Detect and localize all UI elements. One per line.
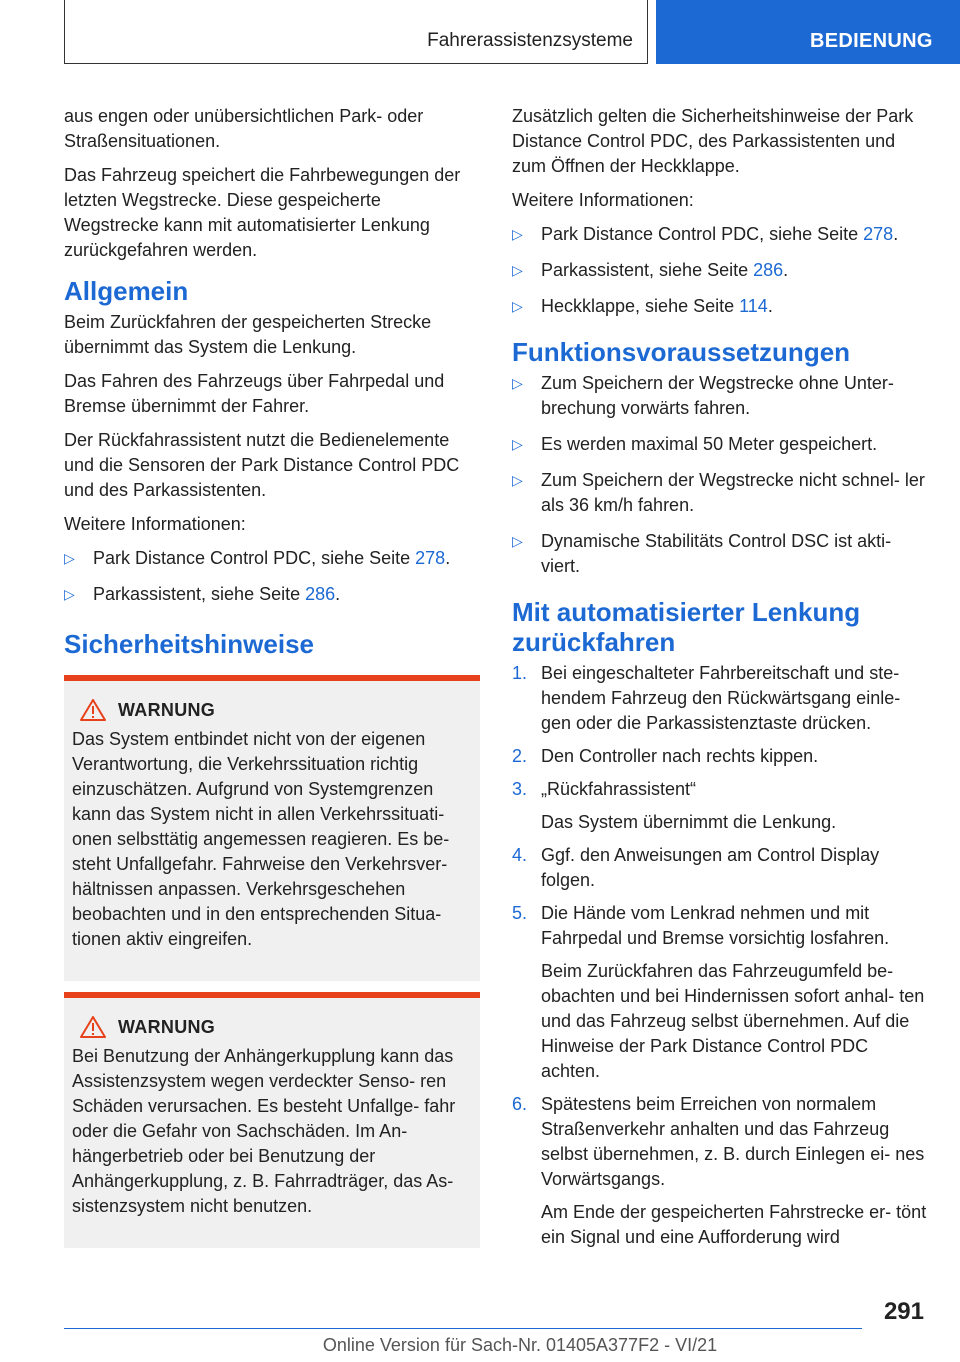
chapter-title: BEDIENUNG bbox=[810, 30, 933, 52]
list-item: ▷ Park Distance Control PDC, siehe Seite 278. bbox=[512, 222, 932, 247]
left-column bbox=[64, 104, 478, 663]
list-item: ▷ Heckklappe, siehe Seite 114. bbox=[512, 294, 932, 319]
triangle-right-icon: ▷ bbox=[512, 375, 523, 391]
heading-allgemein: Allgemein bbox=[64, 276, 189, 306]
warning-text: Bei Benutzung der Anhängerkupplung kann das Assistenzsystem wegen verdeckter Senso- ren Schäden verursachen. Es besteht Unfallge- fahr oder die Gefahr von Sachschäden. Im An- hängerbetrieb oder bei Benutzung der Anhängerkupplung, z. B. Fahrradträger, das As- sistenzsystem nicht benutzen. bbox=[72, 1046, 456, 1216]
step-item bbox=[512, 843, 932, 893]
triangle-right-icon: ▷ bbox=[512, 226, 523, 242]
triangle-right-icon: ▷ bbox=[512, 533, 523, 549]
warning-box bbox=[64, 992, 480, 1248]
footer-divider bbox=[64, 1328, 862, 1329]
footer-text: Online Version für Sach-Nr. 01405A377F2 - VI/21 bbox=[322, 1335, 718, 1355]
warning-triangle-icon bbox=[80, 1016, 106, 1038]
step-item bbox=[512, 901, 932, 1084]
step-item bbox=[512, 777, 932, 835]
triangle-right-icon: ▷ bbox=[64, 586, 75, 602]
triangle-right-icon: ▷ bbox=[512, 262, 523, 278]
paragraph: Das Fahrzeug speichert die Fahrbewegungen der letzten Wegstrecke. Diese gespeicherte Wegstrecke kann mit automatisierter Lenkung zurückgefahren werden. bbox=[64, 165, 461, 260]
page-number: 291 bbox=[883, 1298, 924, 1325]
list-item: ▷ Parkassistent, siehe Seite 286. bbox=[64, 582, 478, 607]
step-text: Den Controller nach rechts kippen. bbox=[541, 746, 819, 766]
paragraph: Beim Zurückfahren der gespeicherten Strecke übernimmt das System die Lenkung. bbox=[64, 312, 432, 357]
step-text: Am Ende der gespeicherten Fahrstrecke er- tönt ein Signal und eine Aufforderung wird bbox=[541, 1202, 927, 1247]
step-number: 5. bbox=[512, 903, 528, 923]
paragraph: Zusätzlich gelten die Sicherheitshinweise der Park Distance Control PDC, des Parkassistenten und zum Öffnen der Heckklappe. bbox=[512, 106, 914, 176]
list-item: ▷ Zum Speichern der Wegstrecke ohne Unter- brechung vorwärts fahren. bbox=[512, 373, 894, 418]
page-link[interactable]: 278 bbox=[415, 548, 446, 568]
paragraph: Weitere Informationen: bbox=[64, 514, 246, 534]
step-number: 1. bbox=[512, 663, 528, 683]
triangle-right-icon: ▷ bbox=[512, 472, 523, 488]
page-link[interactable]: 278 bbox=[863, 224, 894, 244]
list-item: ▷ Es werden maximal 50 Meter gespeichert. bbox=[512, 432, 932, 457]
step-number: 2. bbox=[512, 746, 528, 766]
warning-label: WARNUNG bbox=[118, 1017, 216, 1037]
step-number: 4. bbox=[512, 845, 528, 865]
warning-triangle-icon bbox=[80, 699, 106, 721]
paragraph: Der Rückfahrassistent nutzt die Bedienelemente und die Sensoren der Park Distance Control PDC und des Parkassistenten. bbox=[64, 430, 460, 500]
step-text: Ggf. den Anweisungen am Control Display folgen. bbox=[541, 845, 880, 890]
heading-funktionsvoraussetzungen: Funktionsvoraussetzungen bbox=[512, 337, 851, 367]
list-item: ▷ Dynamische Stabilitäts Control DSC ist akti- viert. bbox=[512, 531, 892, 576]
triangle-right-icon: ▷ bbox=[64, 550, 75, 566]
warning-box bbox=[64, 675, 480, 981]
triangle-right-icon: ▷ bbox=[512, 436, 523, 452]
step-text: Die Hände vom Lenkrad nehmen und mit Fahrpedal und Bremse vorsichtig losfahren. bbox=[541, 903, 890, 948]
paragraph: aus engen oder unübersichtlichen Park- oder Straßensituationen. bbox=[64, 106, 424, 151]
step-text: Bei eingeschalteter Fahrbereitschaft und ste- hendem Fahrzeug den Rückwärtsgang einle- gen oder die Parkassistenztaste drücken. bbox=[541, 663, 901, 733]
right-column bbox=[512, 104, 932, 1258]
header-section-box bbox=[64, 0, 648, 64]
step-item bbox=[512, 661, 932, 736]
header-chapter-box bbox=[656, 0, 960, 64]
step-text: Das System übernimmt die Lenkung. bbox=[541, 812, 837, 832]
heading-sicherheitshinweise: Sicherheitshinweise bbox=[64, 629, 314, 659]
step-item bbox=[512, 1092, 932, 1250]
page-link[interactable]: 286 bbox=[753, 260, 784, 280]
step-text: Spätestens beim Erreichen von normalem Straßenverkehr anhalten und das Fahrzeug selbst übernehmen, z. B. durch Einlegen ei- nes Vorwärtsgangs. bbox=[541, 1094, 925, 1189]
section-title: Fahrerassistenzsysteme bbox=[427, 30, 633, 51]
step-number: 3. bbox=[512, 779, 528, 799]
list-item: ▷ Park Distance Control PDC, siehe Seite 278. bbox=[64, 546, 478, 571]
list-item: ▷ Zum Speichern der Wegstrecke nicht schnel- ler als 36 km/h fahren. bbox=[512, 470, 925, 515]
page-link[interactable]: 286 bbox=[305, 584, 336, 604]
list-item: ▷ Parkassistent, siehe Seite 286. bbox=[512, 258, 932, 283]
warning-text: Das System entbindet nicht von der eigenen Verantwortung, die Verkehrssituation richtig einzuschätzen. Aufgrund von Systemgrenzen kann das System nicht in allen Verkehrssituati- onen selbsttätig angemessen reagieren. Es be- steht Unfallgefahr. Fahrweise den Verkehrsver- hältnissen anpassen. Verkehrsgeschehen beobachten und in den entsprechenden Situa- tionen aktiv eingreifen. bbox=[72, 729, 450, 949]
paragraph: Weitere Informationen: bbox=[512, 190, 694, 210]
step-number: 6. bbox=[512, 1094, 528, 1114]
warning-label: WARNUNG bbox=[118, 700, 216, 720]
page-link[interactable]: 114 bbox=[739, 296, 768, 316]
paragraph: Das Fahren des Fahrzeugs über Fahrpedal und Bremse übernimmt der Fahrer. bbox=[64, 371, 445, 416]
step-text: Beim Zurückfahren das Fahrzeugumfeld be- obachten und bei Hindernissen sofort anhal- ten und das Fahrzeug selbst übernehmen. Auf die Hinweise der Park Distance Control PDC achten. bbox=[541, 961, 925, 1081]
heading-lenkung: Mit automatisierter Lenkung zurückfahren bbox=[512, 597, 861, 657]
triangle-right-icon: ▷ bbox=[512, 298, 523, 314]
step-item bbox=[512, 744, 932, 769]
step-text: „Rückfahrassistent“ bbox=[541, 779, 697, 799]
